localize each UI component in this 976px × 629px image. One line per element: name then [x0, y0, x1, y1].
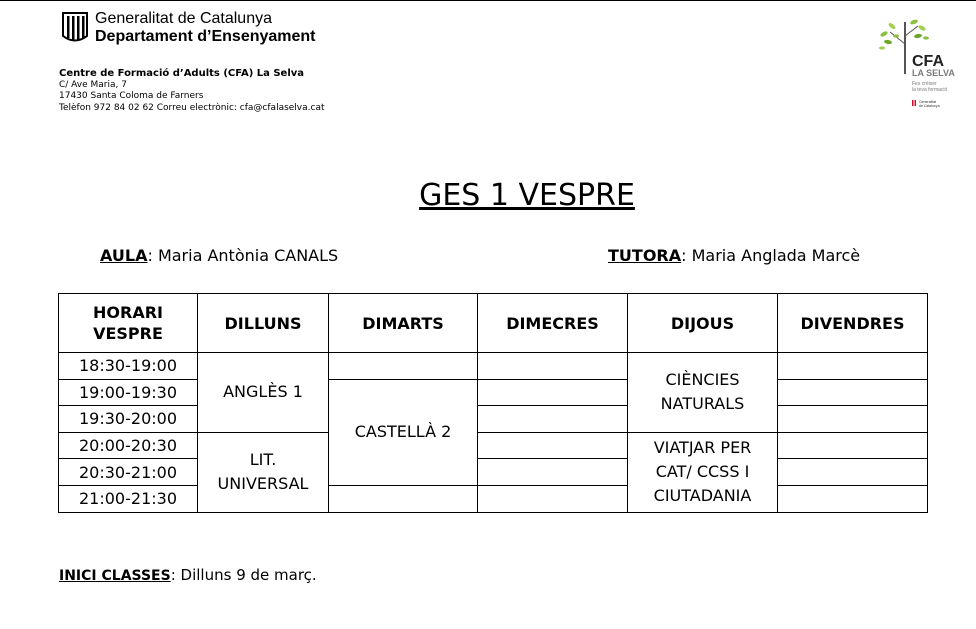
- top-border-line: [0, 0, 976, 1]
- generalitat-heading: [95, 10, 316, 46]
- empty-cell: [329, 485, 478, 512]
- logo-tagline-1: Fes créixer: [912, 81, 937, 87]
- table-row: [59, 353, 928, 380]
- generalitat-logo-icon: [62, 12, 88, 44]
- subject-ciencies: CIÈNCIES NATURALS: [628, 353, 778, 433]
- subject-literatura: LIT. UNIVERSAL: [198, 432, 329, 512]
- time-cell: 20:00-20:30: [59, 432, 198, 459]
- inici-value: : Dilluns 9 de març.: [170, 566, 317, 584]
- center-name: Centre de Formació d’Adults (CFA) La Selva: [59, 68, 305, 79]
- empty-cell: [478, 459, 628, 486]
- header-dimecres: DIMECRES: [478, 294, 628, 353]
- empty-cell: [778, 379, 928, 406]
- empty-cell: [329, 353, 478, 380]
- header-divendres: DIVENDRES: [778, 294, 928, 353]
- empty-cell: [778, 432, 928, 459]
- inici-classes: [59, 566, 317, 584]
- contact-line: Telèfon 972 84 02 62 Correu electrònic: cfa@cfalaselva.cat: [59, 102, 325, 113]
- logo-la-selva-text: LA SELVA: [912, 68, 955, 78]
- empty-cell: [478, 485, 628, 512]
- empty-cell: [478, 353, 628, 380]
- aula-label: AULA: [100, 246, 148, 265]
- empty-cell: [778, 485, 928, 512]
- logo-tagline-2: la teva formació: [912, 87, 948, 93]
- table-row: [59, 459, 928, 486]
- generalitat-name: Generalitat de Catalunya: [95, 10, 272, 27]
- table-row: [59, 432, 928, 459]
- table-row: [59, 485, 928, 512]
- time-cell: 19:30-20:00: [59, 406, 198, 433]
- subject-angles: ANGLÈS 1: [198, 353, 329, 433]
- center-info: [59, 68, 325, 114]
- time-cell: 19:00-19:30: [59, 379, 198, 406]
- page-title: GES 1 VESPRE: [419, 178, 635, 213]
- header-horari: HORARI VESPRE: [59, 294, 198, 353]
- subject-castella: CASTELLÀ 2: [329, 379, 478, 485]
- inici-label: INICI CLASSES: [59, 568, 171, 584]
- aula-info: [100, 246, 338, 265]
- empty-cell: [778, 459, 928, 486]
- logo-gen-small-1: Generalitat: [919, 100, 937, 104]
- empty-cell: [478, 379, 628, 406]
- subject-viatjar: VIATJAR PER CAT/ CCSS I CIUTADANIA: [628, 432, 778, 512]
- address-line-1: C/ Ave Maria, 7: [59, 79, 127, 90]
- empty-cell: [478, 406, 628, 433]
- cfa-la-selva-logo: [872, 14, 966, 116]
- time-cell: 20:30-21:00: [59, 459, 198, 486]
- empty-cell: [778, 406, 928, 433]
- department-name: Departament d’Ensenyament: [95, 28, 316, 45]
- empty-cell: [478, 432, 628, 459]
- logo-gen-small-2: de Catalunya: [919, 104, 940, 108]
- time-cell: 18:30-19:00: [59, 353, 198, 380]
- tutora-value: : Maria Anglada Marcè: [681, 246, 861, 265]
- schedule-table: [58, 293, 928, 513]
- logo-cfa-text: CFA: [912, 53, 944, 70]
- tutora-label: TUTORA: [608, 246, 682, 265]
- address-line-2: 17430 Santa Coloma de Farners: [59, 91, 204, 101]
- header-dimarts: DIMARTS: [329, 294, 478, 353]
- header-dijous: DIJOUS: [628, 294, 778, 353]
- header-dilluns: DILLUNS: [198, 294, 329, 353]
- table-header-row: [59, 294, 928, 353]
- table-row: [59, 406, 928, 433]
- tutora-info: [608, 246, 860, 265]
- time-cell: 21:00-21:30: [59, 485, 198, 512]
- empty-cell: [778, 353, 928, 380]
- aula-value: : Maria Antònia CANALS: [147, 246, 339, 265]
- table-row: [59, 379, 928, 406]
